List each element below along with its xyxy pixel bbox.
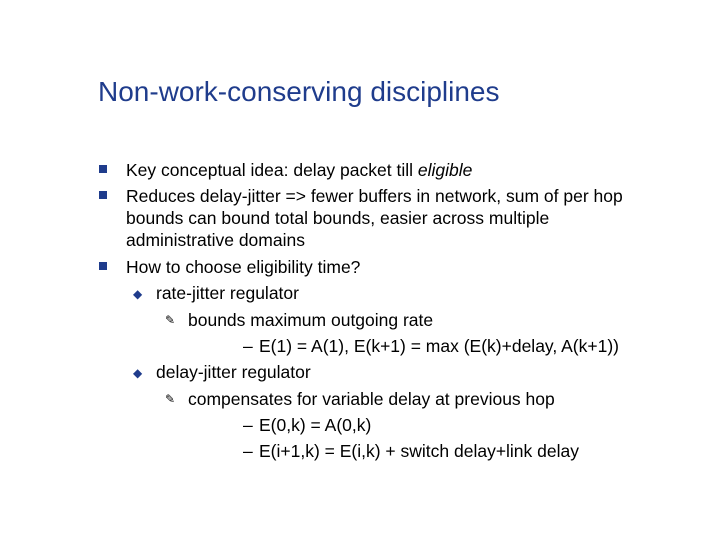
bullet-2-line-2: bounds can bound total bounds, easier across multiple	[126, 208, 550, 228]
square-bullet-icon	[99, 191, 107, 199]
diamond-bullet-icon: ◆	[133, 287, 143, 301]
sub-2-formula-2: E(i+1,k) = E(i,k) + switch delay+link delay	[259, 441, 579, 461]
square-bullet-icon	[99, 262, 107, 270]
sub-1-item: bounds maximum outgoing rate	[188, 310, 434, 330]
pen-bullet-icon: ✎	[165, 392, 176, 406]
sub-1: rate-jitter regulator	[156, 283, 299, 303]
sub-2-item: compensates for variable delay at previous hop	[188, 389, 555, 409]
bullet-3: How to choose eligibility time?	[126, 257, 361, 277]
pen-bullet-icon: ✎	[165, 313, 176, 327]
sub-2: delay-jitter regulator	[156, 362, 311, 382]
bullet-2-line-1: Reduces delay-jitter => fewer buffers in network, sum of per hop	[126, 186, 623, 206]
bullet-1-text: Key conceptual idea: delay packet till	[126, 160, 418, 180]
dash-bullet: –	[243, 415, 253, 435]
diamond-bullet-icon: ◆	[133, 366, 143, 380]
slide-title: Non-work-conserving disciplines	[98, 76, 500, 107]
bullet-1-emphasis: eligible	[417, 160, 473, 180]
square-bullet-icon	[99, 165, 107, 173]
bullet-1	[126, 160, 472, 180]
bullet-2-line-3: administrative domains	[126, 230, 305, 250]
dash-bullet: –	[243, 336, 253, 356]
sub-1-formula-1: E(1) = A(1), E(k+1) = max (E(k)+delay, A(k+1))	[259, 336, 619, 356]
dash-bullet: –	[243, 441, 253, 461]
sub-2-formula-1: E(0,k) = A(0,k)	[259, 415, 372, 435]
